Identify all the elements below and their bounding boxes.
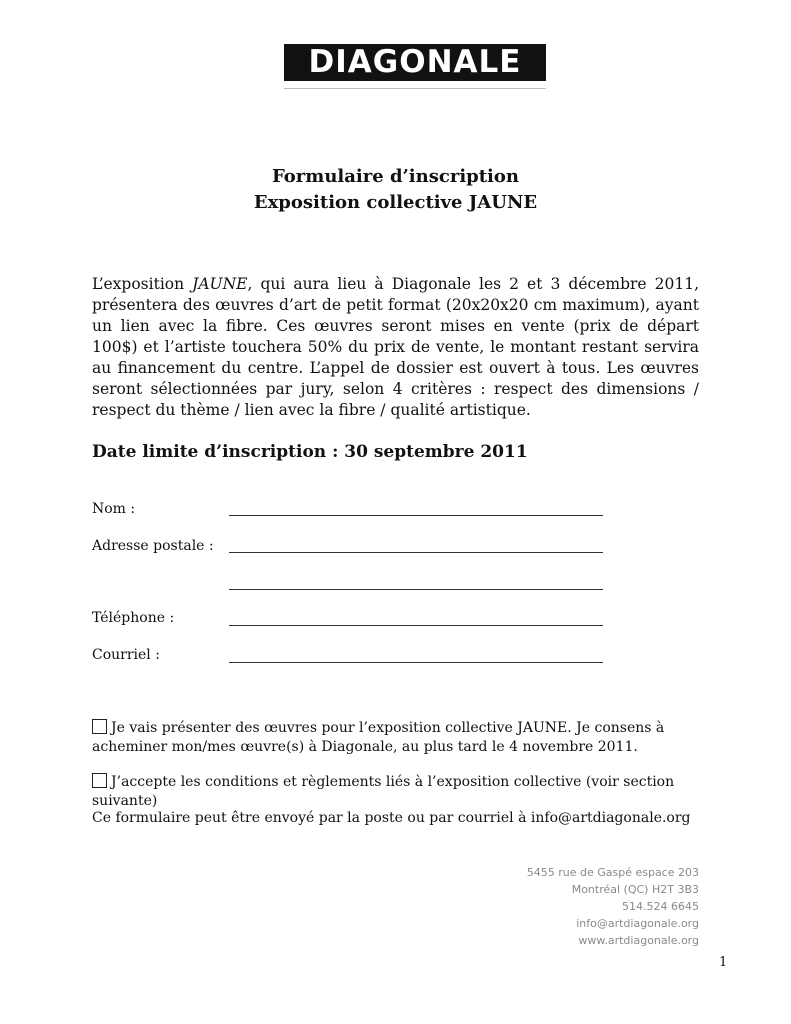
- address-label: Adresse postale :: [92, 538, 214, 554]
- accept-rules-checkbox[interactable]: [92, 773, 107, 788]
- contact-address-block: [527, 864, 699, 949]
- form-title: Formulaire d’inscription: [272, 166, 519, 187]
- email-field[interactable]: [229, 662, 603, 663]
- accept-rules-row: [92, 773, 702, 811]
- address-field-line1[interactable]: [229, 552, 603, 553]
- name-field[interactable]: [229, 515, 603, 516]
- form-subtitle: Exposition collective JAUNE: [253, 192, 538, 213]
- accept-rules-label: J’accepte les conditions et règlements liés à l’exposition collective (voir section suivante): [92, 774, 675, 809]
- intro-paragraph: [92, 274, 699, 421]
- address-phone: 514.524 6645: [622, 900, 699, 913]
- consent-present-row: [92, 719, 702, 757]
- deadline-heading: Date limite d’inscription : 30 septembre 2011: [92, 442, 528, 462]
- phone-label: Téléphone :: [92, 610, 175, 626]
- address-street: 5455 rue de Gaspé espace 203: [526, 866, 699, 879]
- address-field-line2[interactable]: [229, 589, 603, 590]
- address-website: www.artdiagonale.org: [578, 934, 699, 947]
- logo-underline: [284, 88, 546, 89]
- address-email: info@artdiagonale.org: [576, 917, 699, 930]
- consent-present-checkbox[interactable]: [92, 719, 107, 734]
- consent-present-label: Je vais présenter des œuvres pour l’exposition collective JAUNE. Je consens à acheminer mon/mes œuvre(s) à Diagonale, au plus tard le 4 novembre 2011.: [92, 720, 665, 755]
- page-number: 1: [719, 955, 728, 970]
- intro-text-rest: , qui aura lieu à Diagonale les 2 et 3 décembre 2011, présentera des œuvres d’art de petit format (20x20x20 cm maximum), ayant un lien avec la fibre. Ces œuvres seront mises en vente (prix de départ 100$) et l’artiste touchera 50% du prix de vente, le montant restant servira au financement du centre. L’appel de dossier est ouvert à tous. Les œuvres seront sélectionnées par jury, selon 4 critères : respect des dimensions / respect du thème / lien avec la fibre / qualité artistique.: [92, 275, 699, 419]
- name-label: Nom :: [92, 501, 136, 517]
- submission-note: Ce formulaire peut être envoyé par la poste ou par courriel à info@artdiagonale.org: [92, 810, 691, 826]
- diagonale-logo: DIAGONALE: [284, 44, 546, 81]
- intro-italic-title: JAUNE: [192, 275, 248, 293]
- phone-field[interactable]: [229, 625, 603, 626]
- intro-text-start: L’exposition: [92, 275, 193, 293]
- address-city: Montréal (QC) H2T 3B3: [571, 883, 699, 896]
- email-label: Courriel :: [92, 647, 160, 663]
